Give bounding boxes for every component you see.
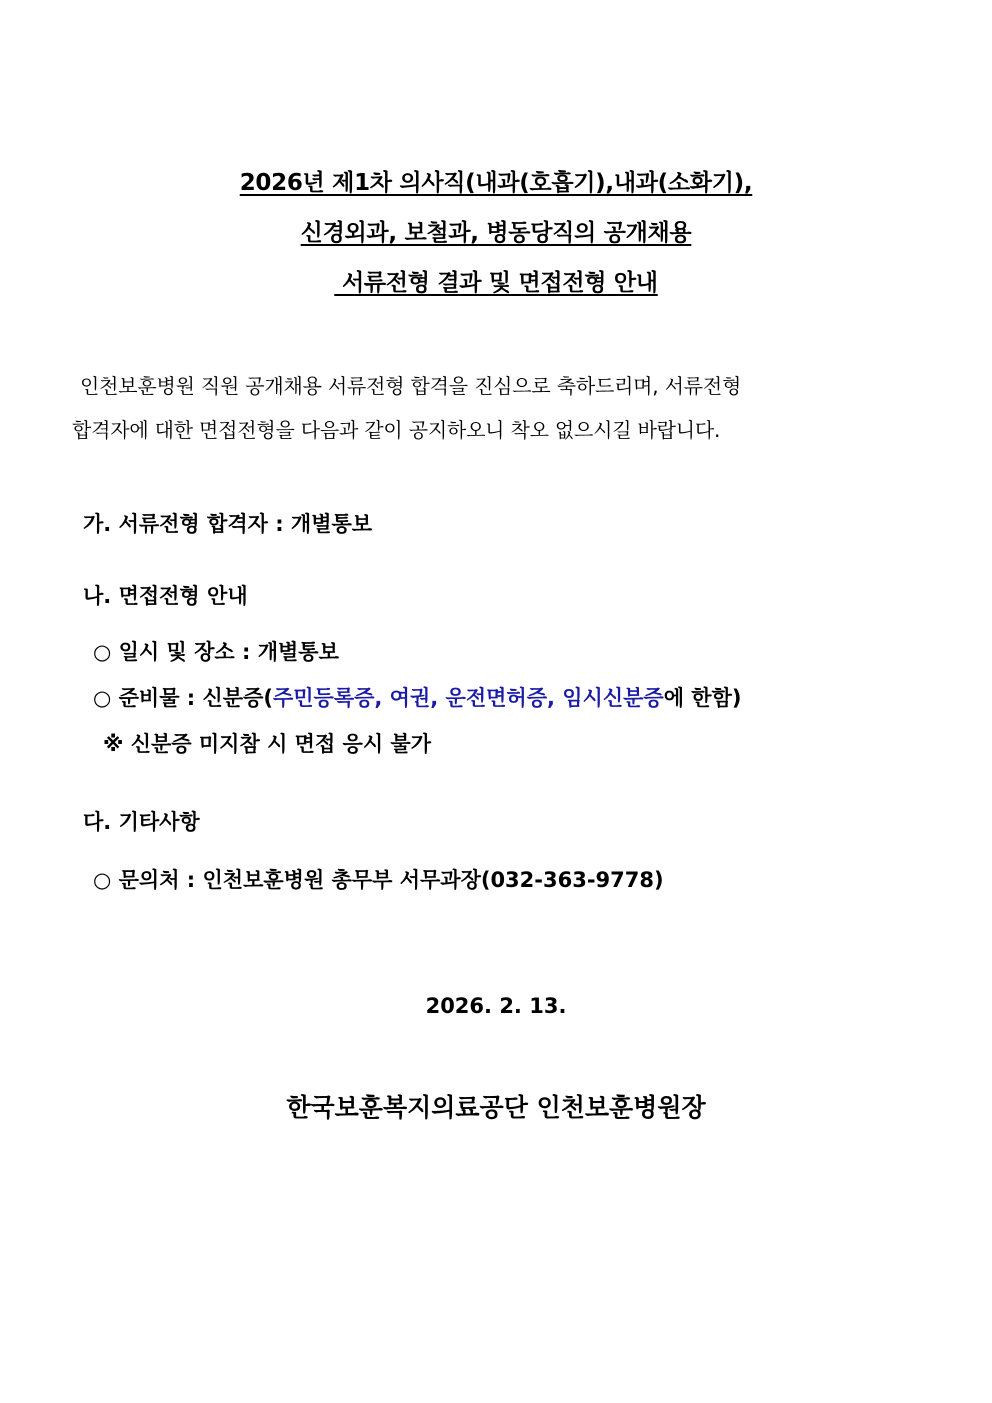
intro-line-1: 인천보훈병원 직원 공개채용 서류전형 합격을 진심으로 축하드리며, 서류전형 — [80, 374, 742, 398]
title-line-3 — [0, 264, 992, 297]
intro-line-2: 합격자에 대한 면접전형을 다음과 같이 공지하오니 착오 없으시길 바랍니다. — [72, 418, 721, 442]
preparation-id-types: 주민등록증, 여권, 운전면허증, 임시신분증 — [272, 686, 664, 710]
interview-schedule-item: ○ 일시 및 장소 : 개별통보 — [93, 640, 339, 664]
section-ga-passers: 가. 서류전형 합격자 : 개별통보 — [83, 512, 373, 536]
preparation-item — [93, 682, 741, 712]
title-line-1 — [0, 164, 992, 197]
id-required-note: ※ 신분증 미지참 시 면접 응시 불가 — [103, 732, 431, 756]
title-line-2 — [0, 214, 992, 247]
title-line-3-text: 서류전형 결과 및 면접전형 안내 — [334, 270, 658, 296]
title-line-1-text: 2026년 제1차 의사직(내과(호흡기),내과(소화기), — [239, 170, 753, 196]
issuer-name: 한국보훈복지의료공단 인천보훈병원장 — [286, 1093, 706, 1122]
section-na-heading: 나. 면접전형 안내 — [83, 584, 248, 608]
section-da-heading: 다. 기타사항 — [83, 810, 200, 834]
preparation-prefix: ○ 준비물 : 신분증( — [93, 686, 273, 710]
preparation-suffix: 에 한함) — [663, 686, 742, 710]
contact-item: ○ 문의처 : 인천보훈병원 총무부 서무과장(032-363-9778) — [93, 868, 664, 892]
document-date: 2026. 2. 13. — [425, 994, 567, 1018]
title-line-2-text: 신경외과, 보철과, 병동당직의 공개채용 — [300, 220, 692, 246]
